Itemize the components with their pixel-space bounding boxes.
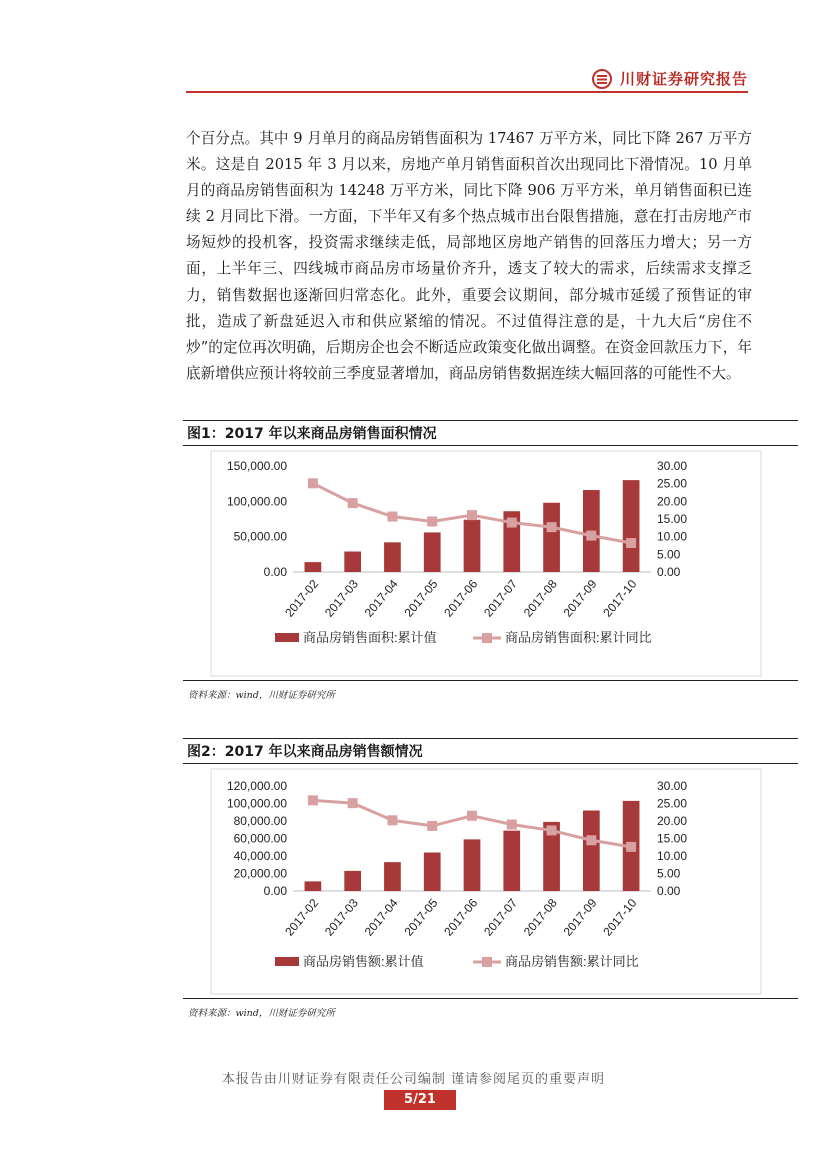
line-point — [427, 516, 437, 526]
page-number: 5/21 — [384, 1090, 456, 1110]
y-right-tick-label: 10.00 — [657, 529, 688, 544]
y-right-tick-label: 30.00 — [657, 779, 688, 793]
y-right-tick-label: 20.00 — [657, 494, 688, 509]
line-point — [507, 820, 517, 830]
y-left-tick-label: 100,000.00 — [226, 796, 287, 811]
y-right-tick-label: 30.00 — [657, 459, 688, 473]
line-point — [308, 478, 318, 488]
line-point — [467, 811, 477, 821]
x-tick-label: 2017-07 — [481, 576, 521, 620]
brand-logo-icon — [592, 69, 612, 89]
bar — [424, 532, 441, 572]
bar — [424, 853, 441, 892]
bar — [464, 839, 481, 891]
body-paragraph: 个百分点。其中 9 月单月的商品房销售面积为 17467 万平方米，同比下降 267 万平方米。这是自 2015 年 3 月以来，房地产单月销售面积首次出现同比下滑情况。10 月单月的商品房销售面积为 14248 万平方米，同比下降 906 万平方米，单月销售面积已连续 2 月同比下滑。一方面，下半年又有多个热点城市出台限售措施，意在打击房地产市场短炒的投机客，投资需求继续走低，局部地区房地产销售的回落压力增大；另一方面，上半年三、四线城市商品房市场量价齐升，透支了较大的需求，后续需求支撑乏力，销售数据也逐渐回归常态化。此外，重要会议期间，部分城市延缓了预售证的审批，造成了新盘延迟入市和供应紧缩的情况。不过值得注意的是，十九大后“房住不炒”的定位再次明确，后期房企也会不断适应政策变化做出调整。在资金回款压力下，年底新增供应预计将较前三季度显著增加，商品房销售数据连续大幅回落的可能性不大。 — [186, 130, 752, 382]
figure-source — [183, 680, 798, 701]
figure-title — [183, 420, 798, 446]
line-point — [427, 821, 437, 831]
y-right-tick-label: 5.00 — [657, 547, 681, 562]
y-right-tick-label: 25.00 — [657, 476, 688, 491]
x-tick-label: 2017-10 — [600, 576, 640, 620]
y-right-tick-label: 5.00 — [657, 866, 681, 881]
figure-title-text: 图2：2017 年以来商品房销售额情况 — [187, 744, 423, 760]
line-point — [626, 538, 636, 548]
x-tick-label: 2017-08 — [520, 576, 560, 620]
line-point — [348, 498, 358, 508]
bar — [543, 503, 560, 572]
brand-name: 川财证券研究报告 — [619, 70, 748, 88]
bar — [623, 480, 640, 572]
x-tick-label: 2017-06 — [441, 576, 481, 620]
legend-label: 商品房销售面积:累计值 — [303, 630, 437, 645]
bar — [583, 811, 600, 892]
figure-source-text: 资料来源：wind，川财证券研究所 — [188, 690, 335, 701]
y-right-tick-label: 0.00 — [657, 884, 681, 898]
bar — [464, 520, 481, 572]
x-tick-label: 2017-04 — [361, 895, 401, 939]
bar — [384, 862, 401, 891]
line-point — [308, 795, 318, 805]
y-left-tick-label: 120,000.00 — [226, 779, 287, 793]
x-tick-label: 2017-02 — [282, 895, 322, 939]
x-tick-label: 2017-07 — [481, 895, 521, 939]
y-right-tick-label: 15.00 — [657, 512, 688, 526]
line-point — [586, 835, 596, 845]
y-left-tick-label: 100,000.00 — [226, 494, 287, 509]
header-divider — [186, 91, 748, 93]
chart-sales-area — [183, 446, 798, 679]
bar — [344, 871, 361, 891]
y-right-tick-label: 10.00 — [657, 849, 688, 863]
bar — [305, 562, 322, 572]
figure-source — [183, 998, 798, 1019]
x-tick-label: 2017-10 — [600, 895, 640, 939]
y-left-tick-label: 50,000.00 — [233, 529, 287, 544]
x-tick-label: 2017-03 — [321, 576, 361, 620]
bar — [384, 542, 401, 572]
legend-line-marker — [482, 633, 492, 643]
y-left-tick-label: 80,000.00 — [233, 814, 287, 828]
x-tick-label: 2017-06 — [441, 895, 481, 939]
y-right-tick-label: 0.00 — [657, 565, 681, 579]
bar — [503, 831, 520, 891]
page-header — [186, 66, 748, 94]
line-point — [348, 798, 358, 808]
figure-2 — [183, 738, 798, 1019]
legend-label: 商品房销售额:累计同比 — [505, 954, 639, 969]
line-point — [387, 815, 397, 825]
y-right-tick-label: 20.00 — [657, 814, 688, 828]
line-point — [626, 842, 636, 852]
figure-title-text: 图1：2017 年以来商品房销售面积情况 — [187, 426, 437, 442]
x-tick-label: 2017-05 — [401, 895, 441, 939]
legend-label: 商品房销售面积:累计同比 — [505, 630, 652, 645]
x-tick-label: 2017-08 — [520, 895, 560, 939]
x-tick-label: 2017-02 — [282, 576, 322, 620]
bar — [305, 881, 322, 891]
line-point — [547, 825, 557, 835]
x-tick-label: 2017-09 — [560, 576, 600, 620]
x-tick-label: 2017-04 — [361, 576, 401, 620]
legend-bar-swatch — [275, 957, 299, 966]
chart-sales-amount — [183, 764, 798, 997]
legend-label: 商品房销售额:累计值 — [303, 954, 424, 969]
line-point — [467, 510, 477, 520]
y-right-tick-label: 25.00 — [657, 796, 688, 811]
line-point — [547, 522, 557, 532]
figure-title — [183, 738, 798, 764]
y-left-tick-label: 60,000.00 — [233, 831, 287, 846]
y-left-tick-label: 0.00 — [263, 884, 287, 898]
line-point — [507, 518, 517, 528]
y-left-tick-label: 0.00 — [263, 565, 287, 579]
line-point — [586, 531, 596, 541]
x-tick-label: 2017-09 — [560, 895, 600, 939]
bar — [344, 552, 361, 572]
figure-1 — [183, 420, 798, 701]
footer-disclaimer: 本报告由川财证券有限责任公司编制 谨请参阅尾页的重要声明 — [221, 1072, 606, 1087]
legend-bar-swatch — [275, 633, 299, 642]
y-left-tick-label: 20,000.00 — [233, 866, 287, 881]
x-tick-label: 2017-05 — [401, 576, 441, 620]
y-left-tick-label: 150,000.00 — [226, 459, 287, 473]
y-right-tick-label: 15.00 — [657, 831, 688, 846]
figure-source-text: 资料来源：wind，川财证券研究所 — [188, 1008, 335, 1019]
x-tick-label: 2017-03 — [321, 895, 361, 939]
legend-line-marker — [482, 957, 492, 967]
brand — [592, 68, 748, 89]
y-left-tick-label: 40,000.00 — [233, 849, 287, 863]
line-point — [387, 512, 397, 522]
